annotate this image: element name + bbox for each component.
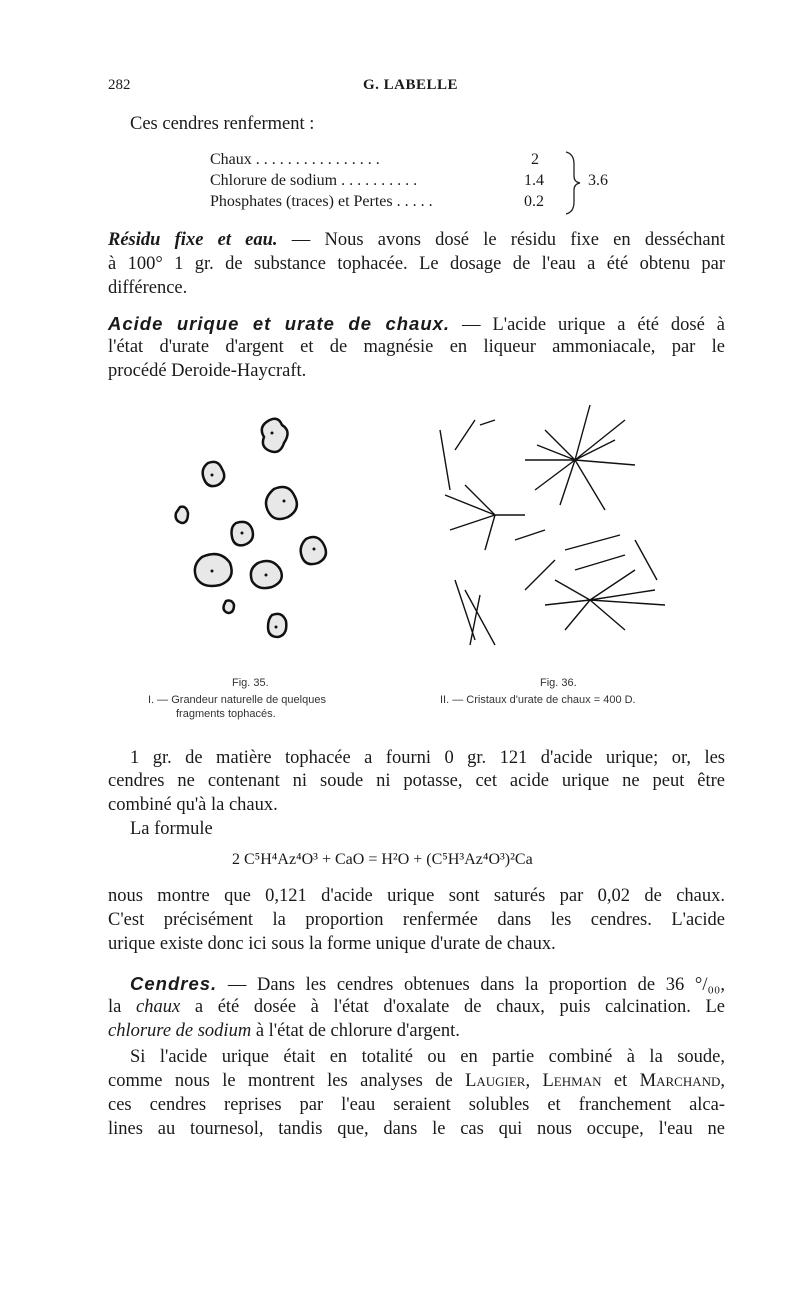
intro-text: Ces cendres renferment :	[130, 114, 315, 134]
running-title: G. LABELLE	[363, 77, 459, 93]
section1-line: Résidu fixe et eau. — Nous avons dosé le résidu fixe en desséchant	[108, 230, 725, 250]
brace-icon	[562, 150, 582, 216]
composition-value: 2	[531, 151, 539, 168]
para4-line: nous montre que 0,121 d'acide urique sont saturés par 0,02 de chaux.	[108, 886, 725, 906]
figure-36-drawing	[425, 390, 685, 670]
chemical-formula: 2 C⁵H⁴Az⁴O³ + CaO = H²O + (C⁵H³Az⁴O³)²Ca	[232, 851, 533, 868]
composition-label: Chaux	[210, 151, 252, 168]
figure-35-caption-cont: fragments tophacés.	[176, 708, 276, 720]
figure-36-number: Fig. 36.	[540, 677, 577, 689]
composition-label: Chlorure de sodium	[210, 172, 338, 189]
last-line: Si l'acide urique était en totalité ou en partie combiné à la soude,	[130, 1047, 725, 1067]
cendres-line: Cendres. — Dans les cendres obtenues dans la proportion de 36 °/₀₀,	[130, 973, 725, 995]
section1-heading: Résidu fixe et eau.	[108, 230, 278, 250]
para3-line: 1 gr. de matière tophacée a fourni 0 gr. 121 d'acide urique; or, les	[130, 748, 725, 768]
composition-total: 3.6	[588, 172, 608, 189]
section2-line: Acide urique et urate de chaux. — L'acide urique a été dosé à	[108, 313, 725, 335]
composition-dots: . . . . . . . . . . . . . . . .	[255, 151, 380, 168]
composition-dots: . . . . . . . . . .	[341, 172, 418, 189]
author-name: Laugier	[465, 1071, 526, 1091]
last-line: ces cendres reprises par l'eau seraient solubles et franchement alca-	[108, 1095, 725, 1115]
author-name: Lehman	[542, 1071, 602, 1091]
section2-line: l'état d'urate d'argent et de magnésie en liqueur ammoniacale, par le	[108, 337, 725, 357]
last-line: lines au tournesol, tandis que, dans le cas qui nous occupe, l'eau ne	[108, 1119, 725, 1139]
composition-dots: . . . . .	[396, 193, 433, 210]
section2-heading: Acide urique et urate de chaux.	[108, 313, 451, 334]
cendres-heading: Cendres.	[130, 973, 218, 994]
figure-36-caption: II. — Cristaux d'urate de chaux = 400 D.	[440, 694, 636, 706]
cendres-line: chlorure de sodium à l'état de chlorure d'argent.	[108, 1021, 460, 1041]
para3-line: cendres ne contenant ni soude ni potasse, cet acide urique ne peut être	[108, 771, 725, 791]
last-line: comme nous le montrent les analyses de Laugier, Lehman et Marchand,	[108, 1071, 725, 1091]
para4-line: urique existe donc ici sous la forme unique d'urate de chaux.	[108, 934, 556, 954]
section2-line: procédé Deroide-Haycraft.	[108, 361, 307, 381]
composition-row	[210, 151, 380, 169]
figure-35-drawing	[160, 405, 360, 655]
cendres-line: la chaux a été dosée à l'état d'oxalate de chaux, puis calcination. Le	[108, 997, 725, 1017]
figure-35-caption: I. — Grandeur naturelle de quelques	[148, 694, 326, 706]
author-name: Marchand	[639, 1071, 721, 1091]
composition-row	[210, 172, 417, 190]
formula-intro: La formule	[130, 819, 213, 839]
composition-value: 1.4	[524, 172, 544, 189]
section1-line: différence.	[108, 278, 188, 298]
page-number: 282	[108, 77, 131, 93]
composition-row	[210, 193, 433, 211]
composition-label: Phosphates (traces) et Pertes	[210, 193, 393, 210]
figure-35-number: Fig. 35.	[232, 677, 269, 689]
para4-line: C'est précisément la proportion renfermée dans les cendres. L'acide	[108, 910, 725, 930]
composition-value: 0.2	[524, 193, 544, 210]
section1-line: à 100° 1 gr. de substance tophacée. Le dosage de l'eau a été obtenu par	[108, 254, 725, 274]
para3-line: combiné qu'à la chaux.	[108, 795, 278, 815]
